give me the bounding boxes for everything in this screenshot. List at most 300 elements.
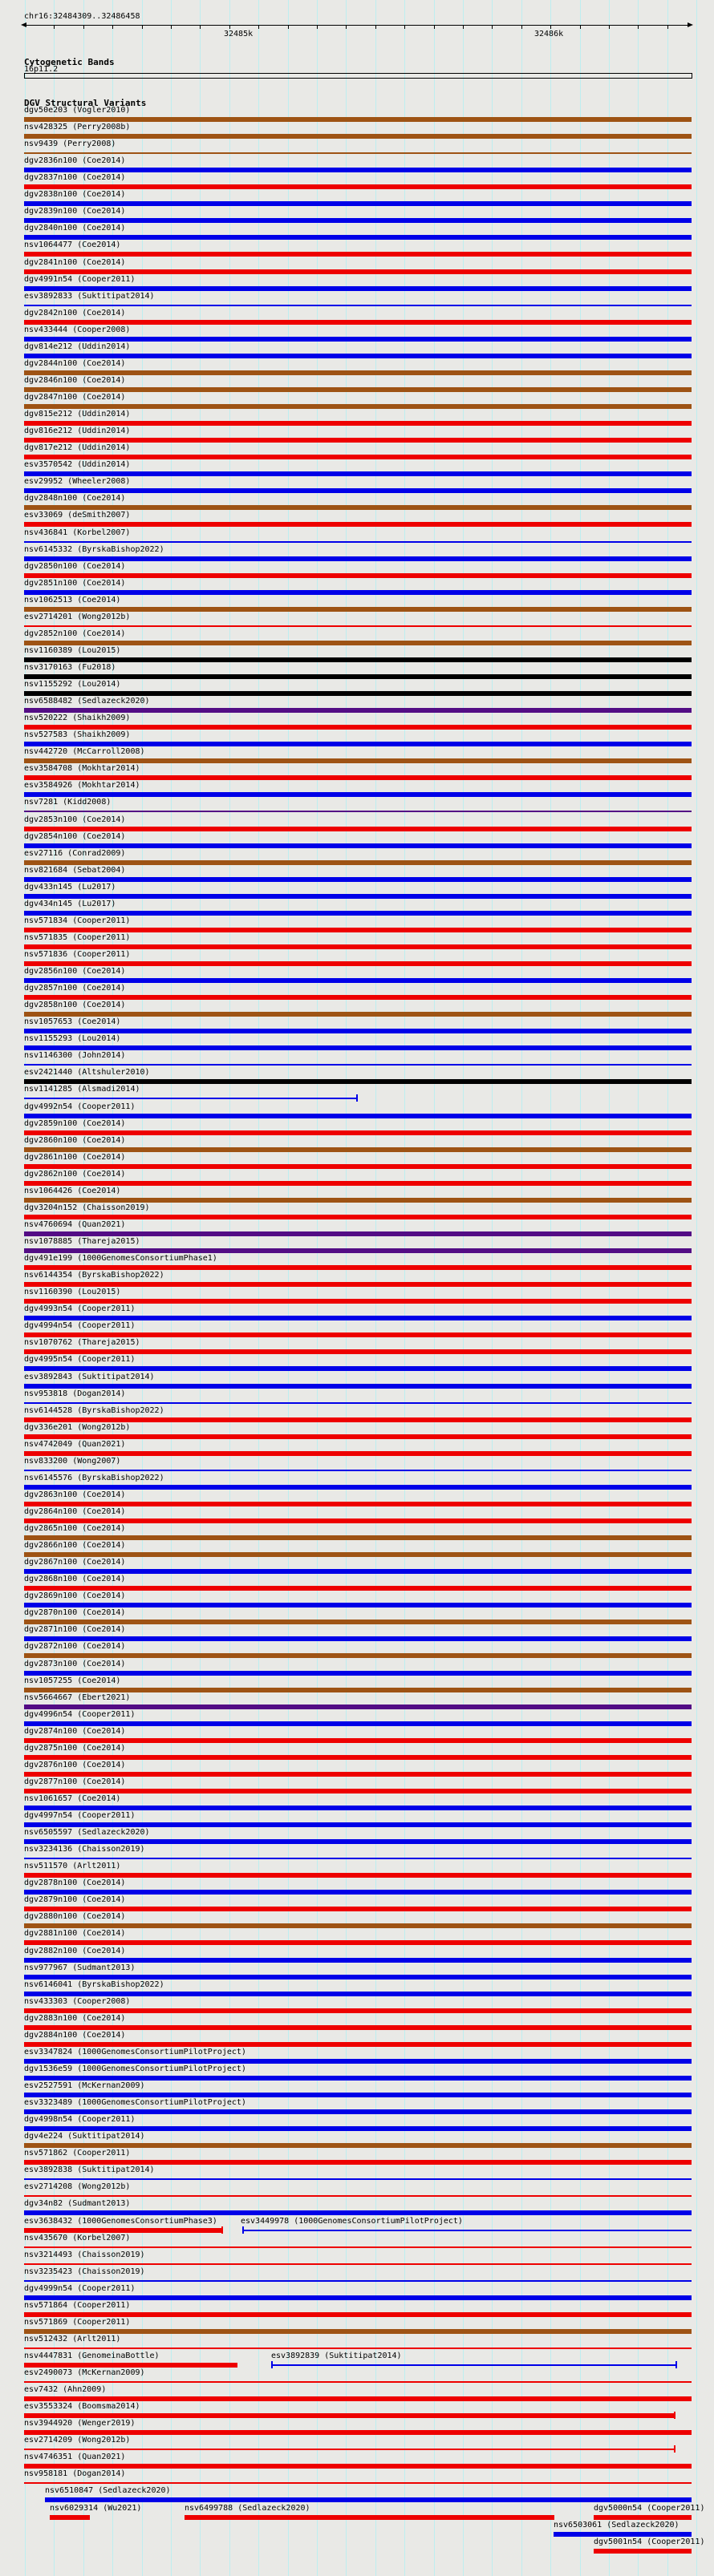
variant-bar[interactable] xyxy=(24,1029,692,1033)
variant-bar[interactable] xyxy=(24,1721,692,1726)
variant-label[interactable]: nsv435670 (Korbel2007) xyxy=(24,2234,131,2242)
variant-bar[interactable] xyxy=(24,1299,692,1304)
variant-label[interactable]: esv3347824 (1000GenomesConsortiumPilotProject) xyxy=(24,2048,246,2056)
variant-bar[interactable] xyxy=(24,541,692,543)
variant-label[interactable]: nsv3170163 (Fu2018) xyxy=(24,663,116,672)
variant-label[interactable]: nsv7281 (Kidd2008) xyxy=(24,798,112,807)
variant-label[interactable]: dgv2877n100 (Coe2014) xyxy=(24,1777,126,1786)
variant-bar[interactable] xyxy=(24,1045,692,1050)
variant-bar[interactable] xyxy=(24,168,692,172)
variant-label[interactable]: nsv571834 (Cooper2011) xyxy=(24,916,131,925)
variant-label[interactable]: dgv1536e59 (1000GenomesConsortiumPilotProject) xyxy=(24,2064,246,2073)
variant-label[interactable]: nsv1078885 (Thareja2015) xyxy=(24,1237,140,1246)
variant-label[interactable]: dgv4995n54 (Cooper2011) xyxy=(24,1355,136,1364)
variant-label[interactable]: nsv3214493 (Chaisson2019) xyxy=(24,2250,145,2259)
variant-label[interactable]: dgv2860n100 (Coe2014) xyxy=(24,1136,126,1145)
variant-label[interactable]: nsv571864 (Cooper2011) xyxy=(24,2301,131,2310)
variant-bar[interactable] xyxy=(24,811,692,812)
variant-label[interactable]: dgv2851n100 (Coe2014) xyxy=(24,579,126,588)
variant-bar[interactable] xyxy=(24,1366,692,1371)
variant-label[interactable]: nsv571869 (Cooper2011) xyxy=(24,2318,131,2327)
variant-bar[interactable] xyxy=(24,1772,692,1777)
variant-bar[interactable] xyxy=(24,1552,692,1557)
variant-label[interactable]: nsv1155292 (Lou2014) xyxy=(24,680,121,689)
variant-bar[interactable] xyxy=(24,1620,692,1624)
variant-label[interactable]: nsv442720 (McCarroll2008) xyxy=(24,747,145,756)
variant-bar[interactable] xyxy=(24,117,692,122)
variant-bar[interactable] xyxy=(24,438,692,443)
variant-label[interactable]: nsv1057653 (Coe2014) xyxy=(24,1017,121,1026)
variant-bar[interactable] xyxy=(24,657,692,662)
variant-label[interactable]: dgv2858n100 (Coe2014) xyxy=(24,1001,126,1009)
variant-bar[interactable] xyxy=(24,522,692,527)
variant-label[interactable]: nsv6505597 (Sedlazeck2020) xyxy=(24,1828,150,1837)
grid-guideline xyxy=(521,0,522,2576)
variant-label[interactable]: dgv2864n100 (Coe2014) xyxy=(24,1507,126,1516)
variant-label[interactable]: dgv4993n54 (Cooper2011) xyxy=(24,1304,136,1313)
variant-label[interactable]: nsv1141285 (Alsmadi2014) xyxy=(24,1085,140,1094)
variant-label[interactable]: nsv571862 (Cooper2011) xyxy=(24,2149,131,2157)
variant-bar[interactable] xyxy=(24,305,692,306)
variant-bar[interactable] xyxy=(24,421,692,426)
variant-label[interactable]: dgv2876n100 (Coe2014) xyxy=(24,1761,126,1769)
variant-label[interactable]: dgv2844n100 (Coe2014) xyxy=(24,359,126,368)
variant-label[interactable]: dgv4991n54 (Cooper2011) xyxy=(24,275,136,284)
variant-label[interactable]: dgv2882n100 (Coe2014) xyxy=(24,1947,126,1955)
variant-label[interactable]: nsv428325 (Perry2008b) xyxy=(24,123,131,131)
variant-bar[interactable] xyxy=(24,725,692,730)
variant-label[interactable]: dgv2865n100 (Coe2014) xyxy=(24,1524,126,1533)
variant-label[interactable]: dgv2840n100 (Coe2014) xyxy=(24,224,126,233)
variant-label[interactable]: dgv2884n100 (Coe2014) xyxy=(24,2031,126,2040)
variant-bar[interactable] xyxy=(24,775,692,780)
variant-label[interactable]: dgv2870n100 (Coe2014) xyxy=(24,1608,126,1617)
variant-label[interactable]: dgv2878n100 (Coe2014) xyxy=(24,1878,126,1887)
variant-bar[interactable] xyxy=(24,1907,692,1911)
variant-label[interactable]: esv2527591 (McKernan2009) xyxy=(24,2081,145,2090)
variant-bar[interactable] xyxy=(24,2160,692,2165)
variant-bar[interactable] xyxy=(24,1705,692,1709)
variant-label[interactable]: nsv6146041 (ByrskaBishop2022) xyxy=(24,1980,164,1989)
variant-label[interactable]: dgv2853n100 (Coe2014) xyxy=(24,815,126,824)
variant-label[interactable]: nsv571836 (Cooper2011) xyxy=(24,950,131,959)
variant-bar[interactable] xyxy=(24,1265,692,1270)
variant-bar[interactable] xyxy=(24,1653,692,1658)
variant-bar[interactable] xyxy=(24,1586,692,1591)
variant-label[interactable]: dgv2859n100 (Coe2014) xyxy=(24,1119,126,1128)
variant-label[interactable]: nsv433444 (Cooper2008) xyxy=(24,326,131,334)
variant-bar[interactable] xyxy=(594,2549,692,2554)
variant-label[interactable]: esv3892833 (Suktitipat2014) xyxy=(24,292,155,301)
variant-bar[interactable] xyxy=(24,2025,692,2030)
variant-label[interactable]: dgv4997n54 (Cooper2011) xyxy=(24,1811,136,1820)
variant-label[interactable]: nsv958181 (Dogan2014) xyxy=(24,2469,126,2478)
variant-bar[interactable] xyxy=(24,2312,692,2317)
variant-bar[interactable] xyxy=(24,337,692,342)
variant-label[interactable]: esv29952 (Wheeler2008) xyxy=(24,477,131,486)
variant-label[interactable]: esv33069 (deSmith2007) xyxy=(24,511,131,520)
variant-bar[interactable] xyxy=(24,2348,692,2349)
variant-label[interactable]: dgv4999n54 (Cooper2011) xyxy=(24,2284,136,2293)
variant-label[interactable]: nsv821684 (Sebat2004) xyxy=(24,866,126,875)
variant-bar[interactable] xyxy=(24,590,692,595)
variant-bar[interactable] xyxy=(24,1485,692,1490)
variant-bar[interactable] xyxy=(24,1958,692,1963)
variant-label[interactable]: nsv9439 (Perry2008) xyxy=(24,140,116,148)
variant-label[interactable]: dgv3204n152 (Chaisson2019) xyxy=(24,1203,150,1212)
variant-label[interactable]: dgv434n145 (Lu2017) xyxy=(24,900,116,908)
variant-label[interactable]: nsv1061657 (Coe2014) xyxy=(24,1794,121,1803)
variant-bar[interactable] xyxy=(24,1890,692,1895)
variant-bar[interactable] xyxy=(24,471,692,476)
variant-label[interactable]: nsv1160390 (Lou2015) xyxy=(24,1288,121,1296)
variant-bar[interactable] xyxy=(24,944,692,949)
variant-bar[interactable] xyxy=(24,2076,692,2081)
variant-bar[interactable] xyxy=(24,1349,692,1354)
variant-bar[interactable] xyxy=(24,1806,692,1810)
variant-bar[interactable] xyxy=(24,2008,692,2013)
variant-label[interactable]: esv3584926 (Mokhtar2014) xyxy=(24,781,140,790)
variant-label[interactable]: dgv2869n100 (Coe2014) xyxy=(24,1591,126,1600)
variant-bar[interactable] xyxy=(24,978,692,983)
variant-label[interactable]: dgv2847n100 (Coe2014) xyxy=(24,393,126,402)
variant-label[interactable]: dgv814e212 (Uddin2014) xyxy=(24,342,131,351)
variant-label[interactable]: nsv1146300 (John2014) xyxy=(24,1051,126,1060)
variant-bar[interactable] xyxy=(24,2329,692,2334)
variant-label[interactable]: nsv6145576 (ByrskaBishop2022) xyxy=(24,1474,164,1482)
variant-label[interactable]: dgv4994n54 (Cooper2011) xyxy=(24,1321,136,1330)
variant-bar[interactable] xyxy=(24,1114,692,1118)
variant-label[interactable]: esv3570542 (Uddin2014) xyxy=(24,460,131,469)
variant-bar[interactable] xyxy=(24,1164,692,1169)
variant-label[interactable]: dgv4e224 (Suktitipat2014) xyxy=(24,2132,145,2141)
variant-bar[interactable] xyxy=(24,505,692,510)
variant-bar[interactable] xyxy=(24,1147,692,1152)
variant-label[interactable]: dgv2857n100 (Coe2014) xyxy=(24,984,126,993)
variant-bar[interactable] xyxy=(24,2482,692,2484)
variant-bar[interactable] xyxy=(24,1451,692,1456)
variant-bar[interactable] xyxy=(24,2228,222,2233)
variant-bar[interactable] xyxy=(45,2497,692,2502)
variant-bar[interactable] xyxy=(24,269,692,274)
variant-bar[interactable] xyxy=(24,1873,692,1878)
variant-label[interactable]: dgv2862n100 (Coe2014) xyxy=(24,1170,126,1179)
variant-label[interactable]: dgv2871n100 (Coe2014) xyxy=(24,1625,126,1634)
variant-bar[interactable] xyxy=(24,1098,357,1099)
variant-bar[interactable] xyxy=(24,1755,692,1760)
variant-bar[interactable] xyxy=(24,1519,692,1523)
variant-bar[interactable] xyxy=(24,1316,692,1320)
variant-label[interactable]: dgv817e212 (Uddin2014) xyxy=(24,443,131,452)
variant-bar[interactable] xyxy=(24,877,692,882)
variant-label[interactable]: nsv4760694 (Quan2021) xyxy=(24,1220,126,1229)
variant-bar[interactable] xyxy=(24,455,692,459)
variant-bar[interactable] xyxy=(24,1012,692,1017)
variant-label[interactable]: nsv433303 (Cooper2008) xyxy=(24,1997,131,2006)
variant-label[interactable]: nsv833200 (Wong2007) xyxy=(24,1457,121,1466)
variant-label[interactable]: nsv527583 (Shaikh2009) xyxy=(24,730,131,739)
variant-label[interactable]: dgv2883n100 (Coe2014) xyxy=(24,2014,126,2023)
variant-bar[interactable] xyxy=(24,1688,692,1692)
variant-bar[interactable] xyxy=(24,1231,692,1236)
variant-bar[interactable] xyxy=(24,1282,692,1287)
variant-label[interactable]: nsv4742049 (Quan2021) xyxy=(24,1440,126,1449)
variant-bar[interactable] xyxy=(24,2126,692,2131)
variant-label[interactable]: dgv2880n100 (Coe2014) xyxy=(24,1912,126,1921)
variant-label[interactable]: esv2714208 (Wong2012b) xyxy=(24,2182,131,2191)
variant-label[interactable]: dgv2863n100 (Coe2014) xyxy=(24,1490,126,1499)
variant-bar[interactable] xyxy=(24,1636,692,1641)
variant-label[interactable]: dgv2866n100 (Coe2014) xyxy=(24,1541,126,1550)
variant-bar[interactable] xyxy=(24,134,692,139)
variant-bar[interactable] xyxy=(24,2195,692,2197)
variant-label[interactable]: dgv2854n100 (Coe2014) xyxy=(24,832,126,841)
variant-bar[interactable] xyxy=(271,2364,676,2366)
variant-label[interactable]: dgv2872n100 (Coe2014) xyxy=(24,1642,126,1651)
variant-label[interactable]: dgv2850n100 (Coe2014) xyxy=(24,562,126,571)
variant-bar[interactable] xyxy=(24,184,692,189)
variant-label[interactable]: esv3553324 (Boomsma2014) xyxy=(24,2402,140,2411)
variant-bar[interactable] xyxy=(24,1130,692,1135)
variant-bar[interactable] xyxy=(24,2093,692,2097)
variant-bar[interactable] xyxy=(24,2381,692,2383)
variant-bar[interactable] xyxy=(24,2263,692,2265)
variant-bar[interactable] xyxy=(24,860,692,865)
variant-label[interactable]: esv27116 (Conrad2009) xyxy=(24,849,126,858)
variant-label[interactable]: nsv6588482 (Sedlazeck2020) xyxy=(24,697,150,706)
variant-bar[interactable] xyxy=(24,792,692,797)
variant-label[interactable]: dgv2841n100 (Coe2014) xyxy=(24,258,126,267)
variant-bar[interactable] xyxy=(24,894,692,899)
variant-bar[interactable] xyxy=(24,1789,692,1793)
variant-label[interactable]: nsv6144354 (ByrskaBishop2022) xyxy=(24,1271,164,1280)
variant-bar[interactable] xyxy=(24,2178,692,2180)
variant-bar[interactable] xyxy=(24,1603,692,1607)
variant-bar[interactable] xyxy=(24,1417,692,1422)
variant-label[interactable]: nsv1057255 (Coe2014) xyxy=(24,1676,121,1685)
variant-bar[interactable] xyxy=(24,218,692,223)
variant-bar[interactable] xyxy=(24,1470,692,1471)
variant-label[interactable]: nsv1155293 (Lou2014) xyxy=(24,1034,121,1043)
variant-label[interactable]: nsv436841 (Korbel2007) xyxy=(24,528,131,537)
variant-bar[interactable] xyxy=(24,370,692,375)
variant-bar[interactable] xyxy=(24,286,692,291)
variant-bar[interactable] xyxy=(24,928,692,932)
variant-bar[interactable] xyxy=(24,1822,692,1827)
variant-bar[interactable] xyxy=(24,1198,692,1203)
variant-label[interactable]: esv2714201 (Wong2012b) xyxy=(24,613,131,621)
variant-label[interactable]: esv3449978 (1000GenomesConsortiumPilotProject) xyxy=(241,2217,463,2226)
variant-bar[interactable] xyxy=(24,2280,692,2282)
variant-bar[interactable] xyxy=(24,758,692,763)
variant-label[interactable]: nsv3944920 (Wenger2019) xyxy=(24,2419,136,2428)
variant-label[interactable]: dgv2846n100 (Coe2014) xyxy=(24,376,126,385)
variant-bar[interactable] xyxy=(24,625,692,627)
variant-label[interactable]: esv3638432 (1000GenomesConsortiumPhase3) xyxy=(24,2217,217,2226)
variant-bar[interactable] xyxy=(24,1535,692,1540)
variant-label[interactable]: dgv2868n100 (Coe2014) xyxy=(24,1575,126,1583)
variant-bar[interactable] xyxy=(594,2515,692,2520)
variant-label[interactable]: nsv977967 (Sudmant2013) xyxy=(24,1963,136,1972)
variant-bar[interactable] xyxy=(24,556,692,561)
variant-label[interactable]: dgv4998n54 (Cooper2011) xyxy=(24,2115,136,2124)
variant-label[interactable]: dgv2842n100 (Coe2014) xyxy=(24,309,126,317)
variant-label[interactable]: esv3584708 (Mokhtar2014) xyxy=(24,764,140,773)
variant-label[interactable]: dgv433n145 (Lu2017) xyxy=(24,883,116,892)
variant-label[interactable]: nsv1064426 (Coe2014) xyxy=(24,1187,121,1195)
variant-bar[interactable] xyxy=(24,2210,692,2215)
variant-label[interactable]: dgv50e203 (Vogler2010) xyxy=(24,106,131,115)
variant-bar[interactable] xyxy=(24,1940,692,1945)
variant-bar[interactable] xyxy=(24,404,692,409)
variant-label[interactable]: nsv6145332 (ByrskaBishop2022) xyxy=(24,545,164,554)
variant-bar[interactable] xyxy=(24,2246,692,2248)
variant-bar[interactable] xyxy=(24,691,692,696)
variant-bar[interactable] xyxy=(24,573,692,578)
variant-label[interactable]: esv3323489 (1000GenomesConsortiumPilotProject) xyxy=(24,2098,246,2107)
variant-label[interactable]: dgv5001n54 (Cooper2011) xyxy=(594,2538,705,2546)
variant-label[interactable]: nsv1160389 (Lou2015) xyxy=(24,646,121,655)
variant-label[interactable]: nsv6144528 (ByrskaBishop2022) xyxy=(24,1406,164,1415)
variant-label[interactable]: dgv4992n54 (Cooper2011) xyxy=(24,1102,136,1111)
variant-bar[interactable] xyxy=(24,1923,692,1928)
variant-label[interactable]: nsv3235423 (Chaisson2019) xyxy=(24,2267,145,2276)
variant-label[interactable]: dgv336e201 (Wong2012b) xyxy=(24,1423,131,1432)
variant-bar[interactable] xyxy=(24,1434,692,1439)
variant-label[interactable]: nsv520222 (Shaikh2009) xyxy=(24,714,131,722)
variant-bar[interactable] xyxy=(24,320,692,325)
variant-label[interactable]: dgv2836n100 (Coe2014) xyxy=(24,156,126,165)
variant-bar[interactable] xyxy=(24,1569,692,1574)
variant-bar[interactable] xyxy=(24,708,692,713)
variant-bar[interactable] xyxy=(24,252,692,257)
variant-bar[interactable] xyxy=(24,742,692,746)
variant-label[interactable]: dgv815e212 (Uddin2014) xyxy=(24,410,131,419)
variant-label[interactable]: dgv2874n100 (Coe2014) xyxy=(24,1727,126,1736)
variant-bar[interactable] xyxy=(24,1064,692,1066)
variant-label[interactable]: nsv511570 (Arlt2011) xyxy=(24,1862,121,1870)
variant-bar[interactable] xyxy=(24,1248,692,1253)
variant-bar[interactable] xyxy=(24,2295,692,2300)
variant-label[interactable]: esv3892839 (Suktitipat2014) xyxy=(271,2352,402,2360)
variant-label[interactable]: dgv2848n100 (Coe2014) xyxy=(24,494,126,503)
variant-label[interactable]: nsv6029314 (Wu2021) xyxy=(50,2504,142,2513)
variant-label[interactable]: nsv1062513 (Coe2014) xyxy=(24,596,121,605)
variant-label[interactable]: nsv6499788 (Sedlazeck2020) xyxy=(185,2504,310,2513)
variant-bar[interactable] xyxy=(24,2464,692,2469)
variant-label[interactable]: dgv34n82 (Sudmant2013) xyxy=(24,2199,131,2208)
variant-bar[interactable] xyxy=(24,961,692,966)
variant-bar[interactable] xyxy=(24,2059,692,2064)
variant-label[interactable]: nsv5664667 (Ebert2021) xyxy=(24,1693,131,1702)
variant-bar[interactable] xyxy=(24,2396,692,2401)
variant-bar[interactable] xyxy=(24,354,692,358)
variant-label[interactable]: nsv6510847 (Sedlazeck2020) xyxy=(45,2486,171,2495)
variant-bar[interactable] xyxy=(24,1992,692,1996)
variant-label[interactable]: dgv816e212 (Uddin2014) xyxy=(24,427,131,435)
variant-bar[interactable] xyxy=(24,674,692,679)
variant-label[interactable]: nsv3234136 (Chaisson2019) xyxy=(24,1845,145,1854)
variant-bar[interactable] xyxy=(185,2515,554,2520)
variant-bar[interactable] xyxy=(24,201,692,206)
variant-label[interactable]: dgv2856n100 (Coe2014) xyxy=(24,967,126,976)
variant-label[interactable]: esv3892838 (Suktitipat2014) xyxy=(24,2166,155,2174)
variant-bar[interactable] xyxy=(24,2363,237,2368)
variant-bar[interactable] xyxy=(24,488,692,493)
variant-bar[interactable] xyxy=(24,152,692,154)
variant-label[interactable]: nsv6503061 (Sedlazeck2020) xyxy=(554,2521,680,2529)
variant-bar[interactable] xyxy=(242,2230,692,2231)
variant-bar[interactable] xyxy=(24,2109,692,2114)
variant-bar[interactable] xyxy=(24,641,692,645)
variant-label[interactable]: nsv4447831 (GenomeinaBottle) xyxy=(24,2352,160,2360)
variant-bar[interactable] xyxy=(24,2413,675,2418)
variant-bar[interactable] xyxy=(24,1079,692,1084)
variant-bar[interactable] xyxy=(24,827,692,831)
variant-bar[interactable] xyxy=(24,1181,692,1186)
variant-bar[interactable] xyxy=(24,1671,692,1676)
variant-label[interactable]: nsv1064477 (Coe2014) xyxy=(24,241,121,249)
variant-bar[interactable] xyxy=(24,607,692,612)
variant-bar[interactable] xyxy=(24,2143,692,2148)
variant-label[interactable]: dgv2852n100 (Coe2014) xyxy=(24,629,126,638)
variant-label[interactable]: dgv2839n100 (Coe2014) xyxy=(24,207,126,216)
variant-label[interactable]: dgv4996n54 (Cooper2011) xyxy=(24,1710,136,1719)
variant-label[interactable]: esv7432 (Ahn2009) xyxy=(24,2385,107,2394)
variant-bar[interactable] xyxy=(24,235,692,240)
variant-bar[interactable] xyxy=(24,911,692,916)
variant-bar[interactable] xyxy=(24,1738,692,1743)
ruler-tick xyxy=(492,25,493,29)
variant-label[interactable]: dgv2861n100 (Coe2014) xyxy=(24,1153,126,1162)
variant-bar[interactable] xyxy=(24,2430,692,2435)
variant-bar[interactable] xyxy=(24,1858,692,1859)
variant-label[interactable]: esv2714209 (Wong2012b) xyxy=(24,2436,131,2445)
variant-bar[interactable] xyxy=(24,2042,692,2047)
variant-bar[interactable] xyxy=(24,843,692,848)
variant-label[interactable]: nsv512432 (Arlt2011) xyxy=(24,2335,121,2343)
variant-bar[interactable] xyxy=(24,1839,692,1844)
variant-bar[interactable] xyxy=(24,387,692,392)
variant-label[interactable]: dgv5000n54 (Cooper2011) xyxy=(594,2504,705,2513)
variant-label[interactable]: dgv2881n100 (Coe2014) xyxy=(24,1929,126,1938)
variant-label[interactable]: esv2421440 (Altshuler2010) xyxy=(24,1068,150,1077)
variant-bar[interactable] xyxy=(50,2515,90,2520)
variant-label[interactable]: nsv1070762 (Thareja2015) xyxy=(24,1338,140,1347)
variant-bar[interactable] xyxy=(554,2532,692,2537)
variant-label[interactable]: esv2490073 (McKernan2009) xyxy=(24,2368,145,2377)
variant-label[interactable]: dgv2875n100 (Coe2014) xyxy=(24,1744,126,1753)
variant-bar[interactable] xyxy=(24,995,692,1000)
variant-label[interactable]: dgv2879n100 (Coe2014) xyxy=(24,1895,126,1904)
variant-label[interactable]: nsv571835 (Cooper2011) xyxy=(24,933,131,942)
variant-label[interactable]: dgv491e199 (1000GenomesConsortiumPhase1) xyxy=(24,1254,217,1263)
variant-bar[interactable] xyxy=(24,1384,692,1389)
variant-bar[interactable] xyxy=(24,2449,675,2450)
variant-label[interactable]: esv3892843 (Suktitipat2014) xyxy=(24,1373,155,1381)
variant-bar[interactable] xyxy=(24,1975,692,1980)
variant-bar[interactable] xyxy=(24,1215,692,1219)
variant-label[interactable]: nsv4746351 (Quan2021) xyxy=(24,2453,126,2461)
variant-label[interactable]: dgv2838n100 (Coe2014) xyxy=(24,190,126,199)
variant-label[interactable]: nsv953818 (Dogan2014) xyxy=(24,1389,126,1398)
variant-bar[interactable] xyxy=(24,1332,692,1337)
variant-label[interactable]: dgv2867n100 (Coe2014) xyxy=(24,1558,126,1567)
variant-bar[interactable] xyxy=(24,1402,692,1404)
variant-label[interactable]: dgv2837n100 (Coe2014) xyxy=(24,173,126,182)
variant-label[interactable]: dgv2873n100 (Coe2014) xyxy=(24,1660,126,1668)
variant-bar[interactable] xyxy=(24,1502,692,1506)
